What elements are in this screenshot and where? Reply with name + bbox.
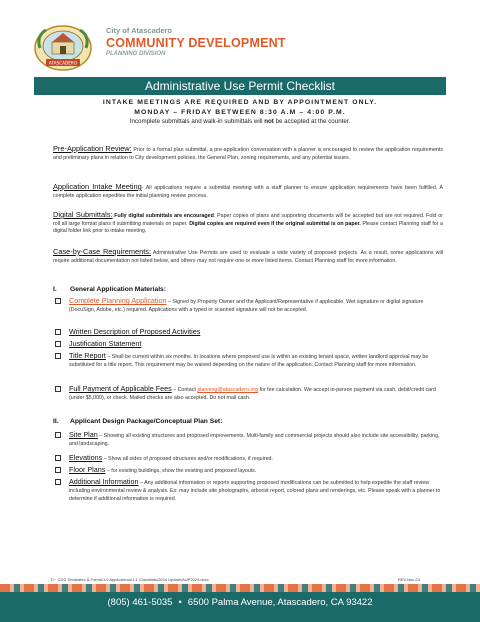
application-link[interactable]: Complete Planning Application xyxy=(69,296,167,305)
footer-contact-bar xyxy=(0,592,480,622)
intake-line-3: Incomplete submittals and walk-in submittals will not be accepted at the counter. xyxy=(129,118,351,125)
footer-pattern xyxy=(0,584,480,592)
checkbox[interactable] xyxy=(55,329,61,335)
case-heading: Case-by-Case Requirements: xyxy=(53,247,152,256)
case-text: Administrative Use Permits are used to evaluate a wide variety of proposed projects. As a result, some applications will require additional documentation not listed below, and others may not require one or more listed items. Contact Planning staff for more information. xyxy=(53,250,443,264)
section-design-package: II. Applicant Design Package/Conceptual Plan Set: xyxy=(53,418,223,425)
digital-paragraph: Digital Submittals: Fully digital submittals are encouraged. Paper copies of plans and supporting documents will be accepted but are not required. Fold or roll all large format plans if submitting materials on paper. Digital copies are required even if the original submittal is on paper. Please contact Planning staff for a digital folder link prior to intake meeting. xyxy=(53,210,444,235)
section-general-materials: I. General Application Materials: xyxy=(53,286,167,293)
division-name: PLANNING DIVISION xyxy=(106,51,166,57)
checklist-item-floor-plans: Floor Plans – for existing buildings, show the existing and proposed layouts. xyxy=(53,466,445,475)
city-name: City of Atascadero xyxy=(106,26,172,35)
department-name: COMMUNITY DEVELOPMENT xyxy=(106,36,286,50)
footer-address: 6500 Palma Avenue, Atascadero, CA 93422 xyxy=(187,597,373,608)
intake-notice xyxy=(30,99,450,125)
checkbox[interactable] xyxy=(55,298,61,304)
checkbox[interactable] xyxy=(55,341,61,347)
checkbox[interactable] xyxy=(55,467,61,473)
checkbox[interactable] xyxy=(55,455,61,461)
checkbox[interactable] xyxy=(55,432,61,438)
intake-meeting-heading: Application Intake Meeting xyxy=(53,182,142,191)
digital-heading: Digital Submittals: xyxy=(53,210,113,219)
checklist-item-additional-info: Additional Information – Any additional information or reports supporting proposed modifications can be submitted to help expedite the staff review including environmental review & analysis. Ex: may include site photographs, arborist report, colored plans and renderings, etc. Please speak with a planner to determine if additional information is required. xyxy=(53,478,445,503)
file-path-footnote: T:\~ CDD Templates & Forms\1.0 Applications\1.1 Checklists\2024 Update\AUP2024.docx xyxy=(50,577,209,582)
city-seal-logo xyxy=(32,22,94,72)
org-name-block xyxy=(106,26,286,57)
revision-label: REV.Nov-24 xyxy=(398,577,420,582)
footer-phone[interactable]: (805) 461-5035 xyxy=(107,597,173,608)
intake-meeting-text: - All applications require a submittal meeting with a staff planner to ensure application requirements have been fulfilled. A complete application expedites the initial planning review process. xyxy=(53,185,443,199)
header xyxy=(32,22,452,72)
checklist-item-application: Complete Planning Application – Signed by Property Owner and the Applicant/Representative if applicable. Wet signature or digital signature (DocuSign, Adobe, etc.) required. Applications with a typed or scanned signature will not be accepted. xyxy=(53,297,445,314)
preapp-paragraph xyxy=(53,145,443,162)
checklist-item-justification: Justification Statement xyxy=(53,340,445,349)
page-title: Administrative Use Permit Checklist xyxy=(34,77,446,95)
planning-email-link[interactable]: planning@atascadero.org xyxy=(197,387,259,393)
checklist-item-fees: Full Payment of Applicable Fees – Contact planning@atascadero.org for fee calculation. We accept in-person payment via cash, debit/credit card (under $5,000), or check. Mailed checks are also accepted. Do not mail cash. xyxy=(53,385,445,402)
case-paragraph xyxy=(53,248,443,265)
checklist-item-elevations: Elevations – Show all sides of proposed structures and/or modifications, if required. xyxy=(53,454,445,463)
intake-meeting-paragraph xyxy=(53,183,443,200)
checkbox[interactable] xyxy=(55,353,61,359)
preapp-text: Prior to a formal plan submittal, a pre-application conversation with a planner is encouraged to review the application requirements and preliminary plans in relation to City development policies, the General Plan, zoning requirements, and any potential issues. xyxy=(53,147,443,161)
checkbox[interactable] xyxy=(55,479,61,485)
intake-line-1: INTAKE MEETINGS ARE REQUIRED AND BY APPOINTMENT ONLY. xyxy=(102,99,378,106)
svg-text:ATASCADERO: ATASCADERO xyxy=(48,60,78,66)
checklist-item-description: Written Description of Proposed Activities xyxy=(53,328,445,337)
checklist-item-title-report: Title Report – Shall be current within six months. In locations where proposed use is within an existing tenant space, written landlord approval may be substituted for a title report. This requirement may be waived depending on the nature of the application. Contact Planning staff for more information. xyxy=(53,352,445,369)
intake-line-2: MONDAY – FRIDAY BETWEEN 8:30 A.M – 4:00 P.M. xyxy=(134,109,346,116)
footer-bullet: • xyxy=(178,597,182,608)
checkbox[interactable] xyxy=(55,386,61,392)
checklist-item-site-plan: Site Plan – Showing all existing structures and proposed improvements. Multi-family and commercial projects should also include site accessibility, parking, and landscaping. xyxy=(53,431,445,448)
preapp-heading: Pre-Application Review: xyxy=(53,144,132,153)
